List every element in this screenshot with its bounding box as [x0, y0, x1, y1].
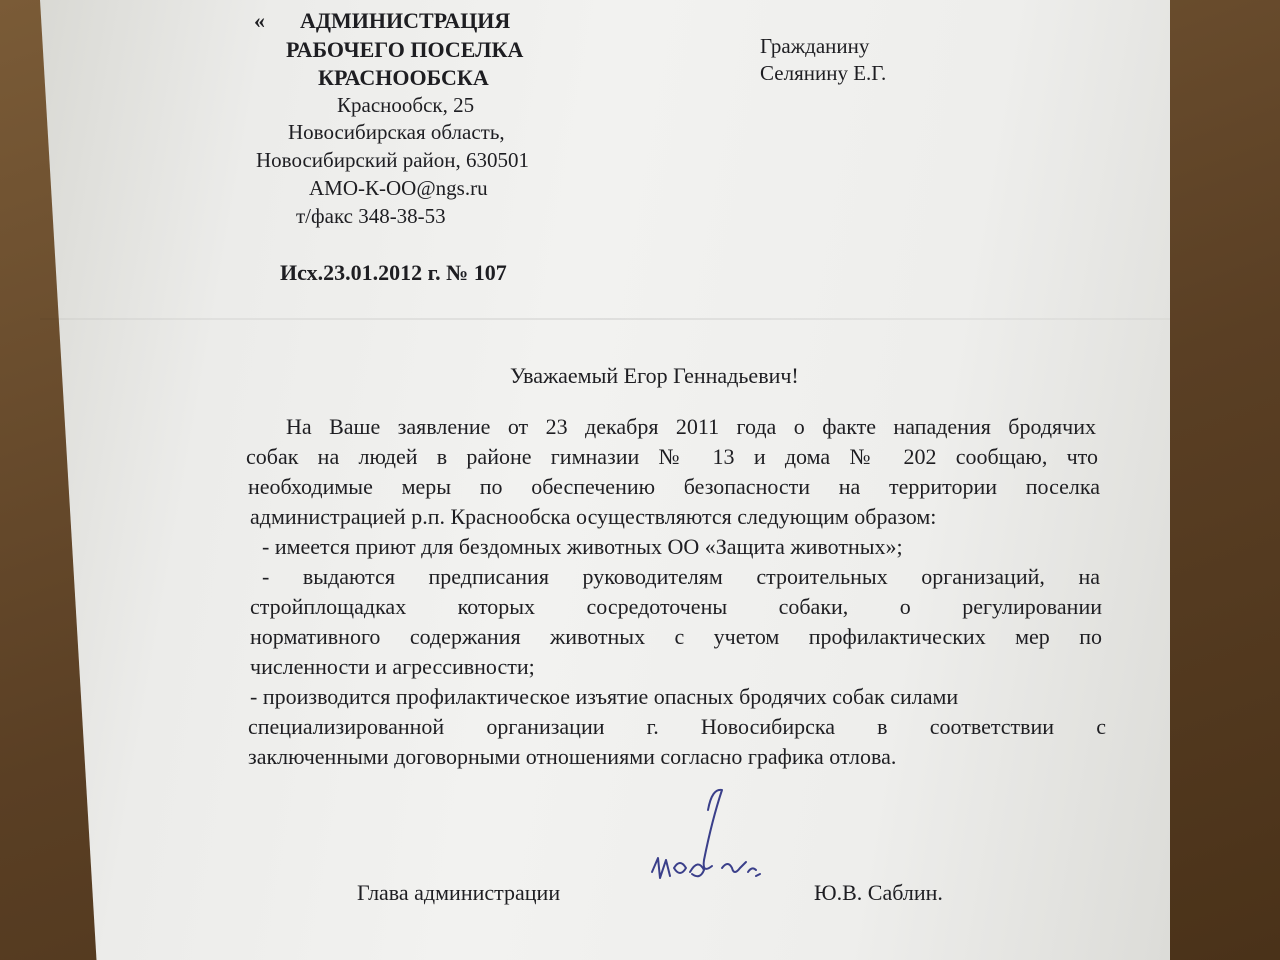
body-line: специализированной организации г. Новосибирска в соответствии с	[248, 714, 1106, 739]
body-line: - имеется приют для бездомных животных ОО «Защита животных»;	[262, 534, 903, 559]
org-name-line2: РАБОЧЕГО ПОСЕЛКА	[286, 37, 524, 62]
address-region: Новосибирская область,	[288, 120, 505, 144]
handwritten-signature	[630, 780, 780, 900]
body-line: - производится профилактическое изъятие опасных бродячих собак силами	[250, 684, 959, 709]
org-name-line3: КРАСНООБСКА	[318, 65, 489, 90]
address-district: Новосибирский район, 630501	[256, 148, 529, 172]
sender-phone: т/факс 348-38-53	[296, 204, 446, 228]
recipient-name: Селянину Е.Г.	[760, 61, 887, 85]
body-line: собак на людей в районе гимназии № 13 и дома № 202 сообщаю, что	[246, 444, 1098, 469]
body-line: необходимые меры по обеспечению безопасности на территории поселка	[248, 474, 1100, 499]
address-street: Краснообск, 25	[337, 93, 475, 117]
org-name-line1: АДМИНИСТРАЦИЯ	[300, 8, 511, 33]
body-line: - выдаются предписания руководителям строительных организаций, на	[262, 564, 1100, 589]
body-line: администрацией р.п. Краснообска осуществляются следующим образом:	[250, 504, 937, 529]
body-line: численности и агрессивности;	[250, 654, 535, 679]
quote-mark: «	[254, 8, 265, 33]
signatory-name: Ю.В. Саблин.	[814, 880, 943, 905]
body-line: заключенными договорными отношениями согласно графика отлова.	[248, 744, 897, 769]
paper-fold-line	[40, 318, 1170, 320]
body-line: нормативного содержания животных с учетом профилактических мер по	[250, 624, 1102, 649]
salutation: Уважаемый Егор Геннадьевич!	[510, 363, 799, 388]
body-line: стройплощадках которых сосредоточены собаки, о регулировании	[250, 594, 1102, 619]
recipient-title: Гражданину	[760, 34, 870, 58]
outgoing-reference: Исх.23.01.2012 г. № 107	[280, 260, 507, 285]
signatory-position: Глава администрации	[357, 880, 561, 905]
body-line: На Ваше заявление от 23 декабря 2011 года о факте нападения бродячих	[286, 414, 1096, 439]
sender-email: АМО-К-ОО@ngs.ru	[309, 176, 488, 200]
